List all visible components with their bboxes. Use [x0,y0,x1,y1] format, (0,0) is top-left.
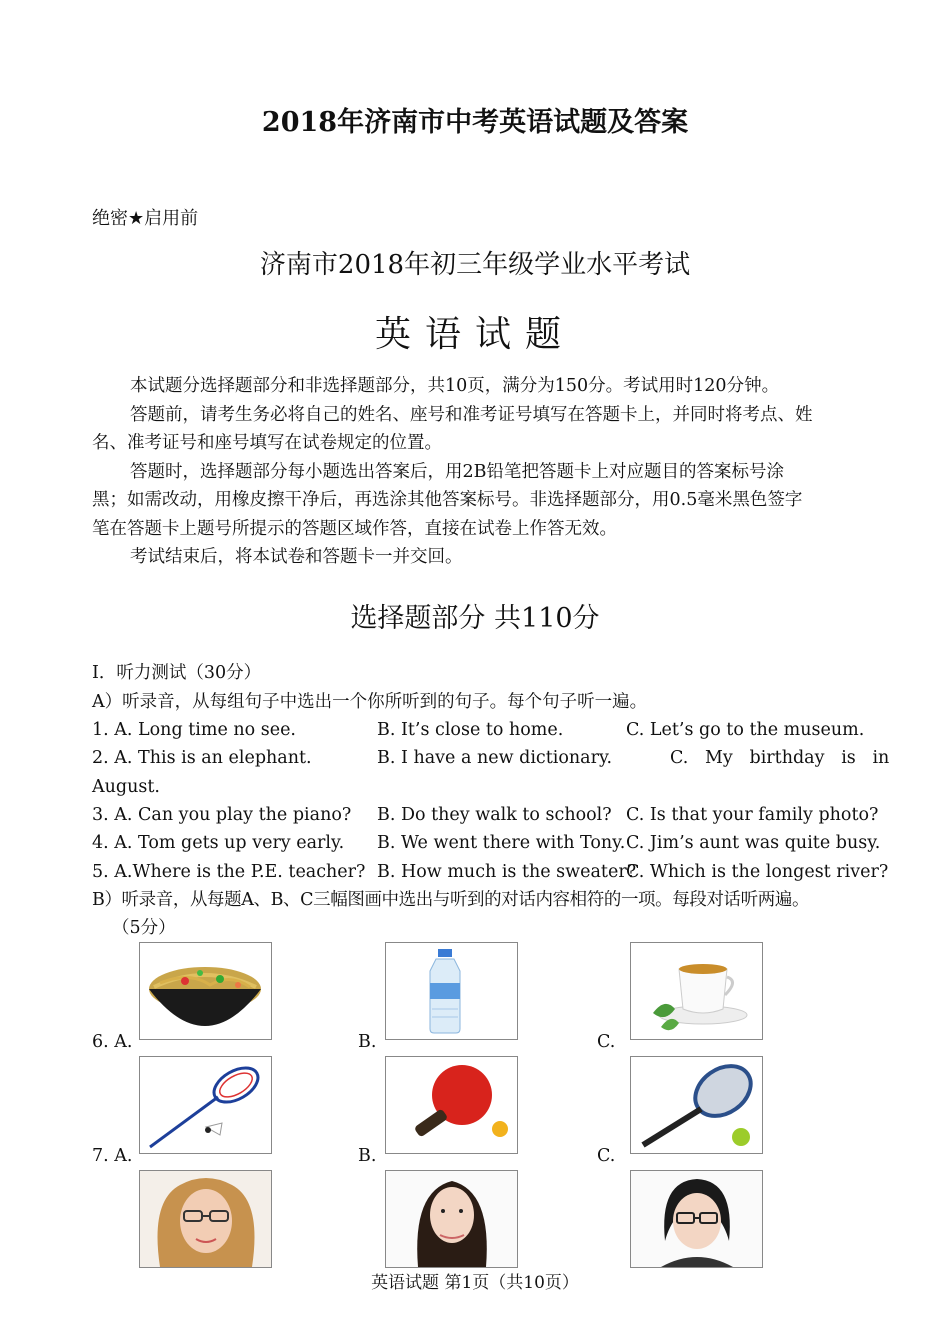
instruction-line: 笔在答题卡上题号所提示的答题区域作答，直接在试卷上作答无效。 [92,519,617,539]
water-bottle-icon [385,942,518,1040]
q2-option-b: B. I have a new dictionary. [377,748,613,768]
q7-label-a: 7. A. [92,1146,133,1166]
subject-title: 英语试题 [374,314,575,355]
woman-glasses-icon [139,1170,272,1268]
tennis-racket-icon [630,1056,763,1154]
partA-title: A）听录音，从每组句子中选出一个你所听到的句子。每个句子听一遍。 [92,692,648,712]
instruction-line: 黑；如需改动，用橡皮擦干净后，再选涂其他答案标号。非选择题部分，用0.5毫米黑色签字 [92,490,803,510]
exam-name: 济南市2018年初三年级学业水平考试 [259,250,691,280]
badminton-racket-icon [139,1056,272,1154]
part1-title: I．听力测试（30分） [92,663,262,683]
q1-option-a: 1. A. Long time no see. [92,720,296,740]
q4-option-b: B. We went there with Tony. [377,833,626,853]
q7-label-c: C. [597,1146,616,1166]
instruction-line: 名、准考证号和座号填写在试卷规定的位置。 [92,433,442,453]
q5-option-c: C. Which is the longest river? [626,862,889,882]
q5-option-a: 5. A.Where is the P.E. teacher? [92,862,366,882]
q2-option-c-wrap: August. [92,777,160,797]
q3-option-c: C. Is that your family photo? [626,805,879,825]
q4-option-c: C. Jim’s aunt was quite busy. [626,833,881,853]
confidential-mark: 绝密★启用前 [92,208,199,229]
instruction-line: 答题时，选择题部分每小题选出答案后，用2B铅笔把答题卡上对应题目的答案标号涂 [130,462,784,482]
noodles-bowl-icon [139,942,272,1040]
q1-option-b: B. It’s close to home. [377,720,564,740]
q5-option-b: B. How much is the sweater? [377,862,637,882]
q2-option-c: C. My birthday is in [670,748,890,768]
q7-label-b: B. [358,1146,377,1166]
pingpong-paddle-icon [385,1056,518,1154]
partB-title: B）听录音，从每题A、B、C三幅图画中选出与听到的对话内容相符的一项。每段对话听两遍。 [92,890,810,910]
q6-label-c: C. [597,1032,616,1052]
q1-option-c: C. Let’s go to the museum. [626,720,865,740]
q3-option-b: B. Do they walk to school? [377,805,612,825]
woman-long-hair-icon [385,1170,518,1268]
partB-score: （5分） [112,918,176,938]
page-footer: 英语试题 第1页（共10页） [371,1273,579,1293]
woman-short-hair-icon [630,1170,763,1268]
instruction-line: 答题前，请考生务必将自己的姓名、座号和准考证号填写在答题卡上，并同时将考点、姓 [130,405,813,425]
q6-label-b: B. [358,1032,377,1052]
q3-option-a: 3. A. Can you play the piano? [92,805,352,825]
instruction-line: 本试题分选择题部分和非选择题部分，共10页，满分为150分。考试用时120分钟。 [130,376,780,396]
document-title: 2018年济南市中考英语试题及答案 [261,107,689,138]
section-title: 选择题部分 共110分 [350,603,600,634]
instruction-line: 考试结束后，将本试卷和答题卡一并交回。 [130,547,463,567]
q2-option-a: 2. A. This is an elephant. [92,748,312,768]
tea-cup-icon [630,942,763,1040]
q4-option-a: 4. A. Tom gets up very early. [92,833,345,853]
q6-label-a: 6. A. [92,1032,133,1052]
